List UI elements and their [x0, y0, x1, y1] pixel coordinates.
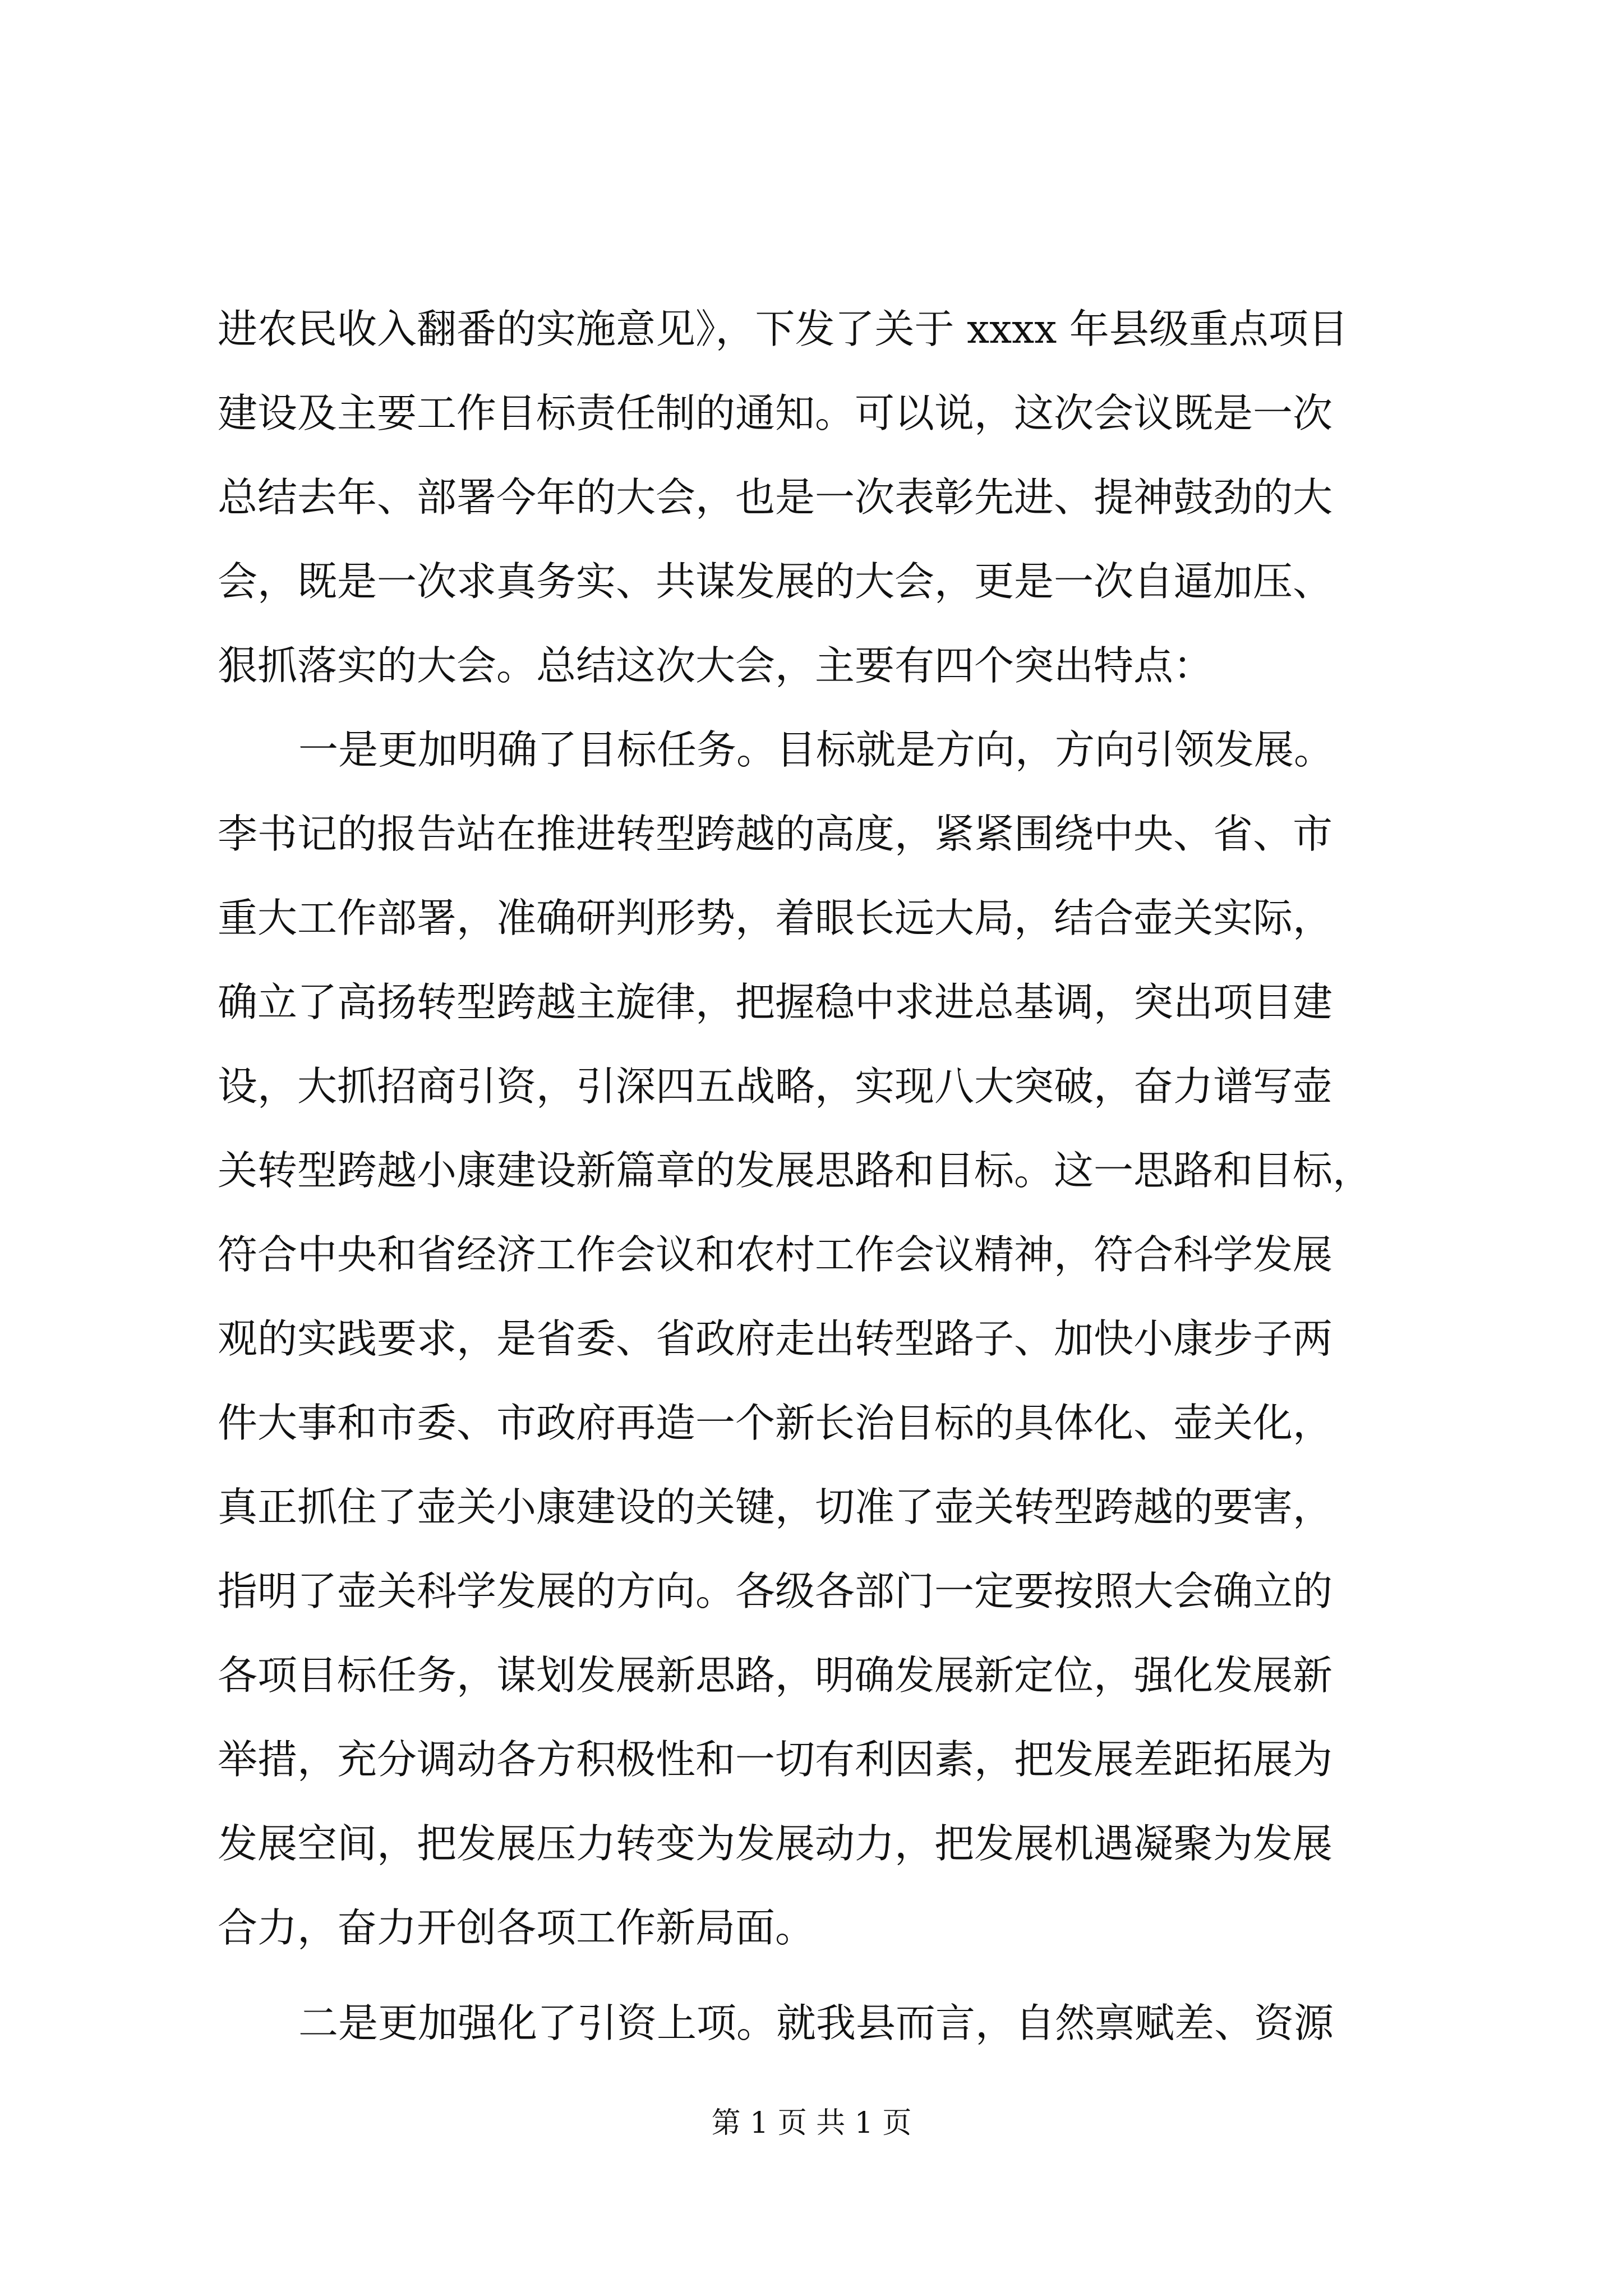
text-line: 设，大抓招商引资，引深四五战略，实现八大突破，奋力谱写壶 [218, 1063, 1333, 1110]
text-line: 总结去年、部署今年的大会，也是一次表彰先进、提神鼓劲的大 [218, 474, 1333, 521]
page-number: 第 1 页 共 1 页 [711, 2106, 912, 2140]
page-footer [0, 2101, 1623, 2146]
text-line: 合力，奋力开创各项工作新局面。 [218, 1904, 815, 1951]
document-body [218, 287, 1412, 2065]
text-line: 进农民收入翻番的实施意见》，下发了关于 xxxx 年县级重点项目 [218, 306, 1348, 352]
text-line: 二是更加强化了引资上项。就我县而言，自然禀赋差、资源 [298, 2000, 1334, 2046]
text-line: 确立了高扬转型跨越主旋律，把握稳中求进总基调，突出项目建 [218, 979, 1333, 1025]
text-line: 件大事和市委、市政府再造一个新长治目标的具体化、壶关化， [218, 1400, 1333, 1446]
text-line: 发展空间，把发展压力转变为发展动力，把发展机遇凝聚为发展 [218, 1820, 1333, 1867]
text-line: 李书记的报告站在推进转型跨越的高度，紧紧围绕中央、省、市 [218, 811, 1333, 857]
paragraph [218, 708, 1412, 1970]
text-line: 关转型跨越小康建设新篇章的发展思路和目标。这一思路和目标， [218, 1147, 1373, 1194]
text-line: 真正抓住了壶关小康建设的关键，切准了壶关转型跨越的要害， [218, 1484, 1333, 1530]
text-line: 会，既是一次求真务实、共谋发展的大会，更是一次自逼加压、 [218, 558, 1333, 605]
paragraph-spacer [218, 1970, 1412, 1981]
paragraph [218, 287, 1412, 708]
text-line: 举措，充分调动各方积极性和一切有利因素，把发展差距拓展为 [218, 1736, 1333, 1783]
text-line: 各项目标任务，谋划发展新思路，明确发展新定位，强化发展新 [218, 1652, 1333, 1699]
text-line: 符合中央和省经济工作会议和农村工作会议精神，符合科学发展 [218, 1231, 1333, 1278]
text-line: 重大工作部署，准确研判形势，着眼长远大局，结合壶关实际， [218, 895, 1333, 941]
text-line: 建设及主要工作目标责任制的通知。可以说，这次会议既是一次 [218, 390, 1333, 436]
text-line: 指明了壶关科学发展的方向。各级各部门一定要按照大会确立的 [218, 1568, 1333, 1614]
paragraph [218, 1981, 1412, 2065]
text-line: 狠抓落实的大会。总结这次大会，主要有四个突出特点： [218, 642, 1214, 689]
text-line: 一是更加明确了目标任务。目标就是方向，方向引领发展。 [298, 726, 1334, 773]
text-line: 观的实践要求，是省委、省政府走出转型路子、加快小康步子两 [218, 1315, 1333, 1362]
